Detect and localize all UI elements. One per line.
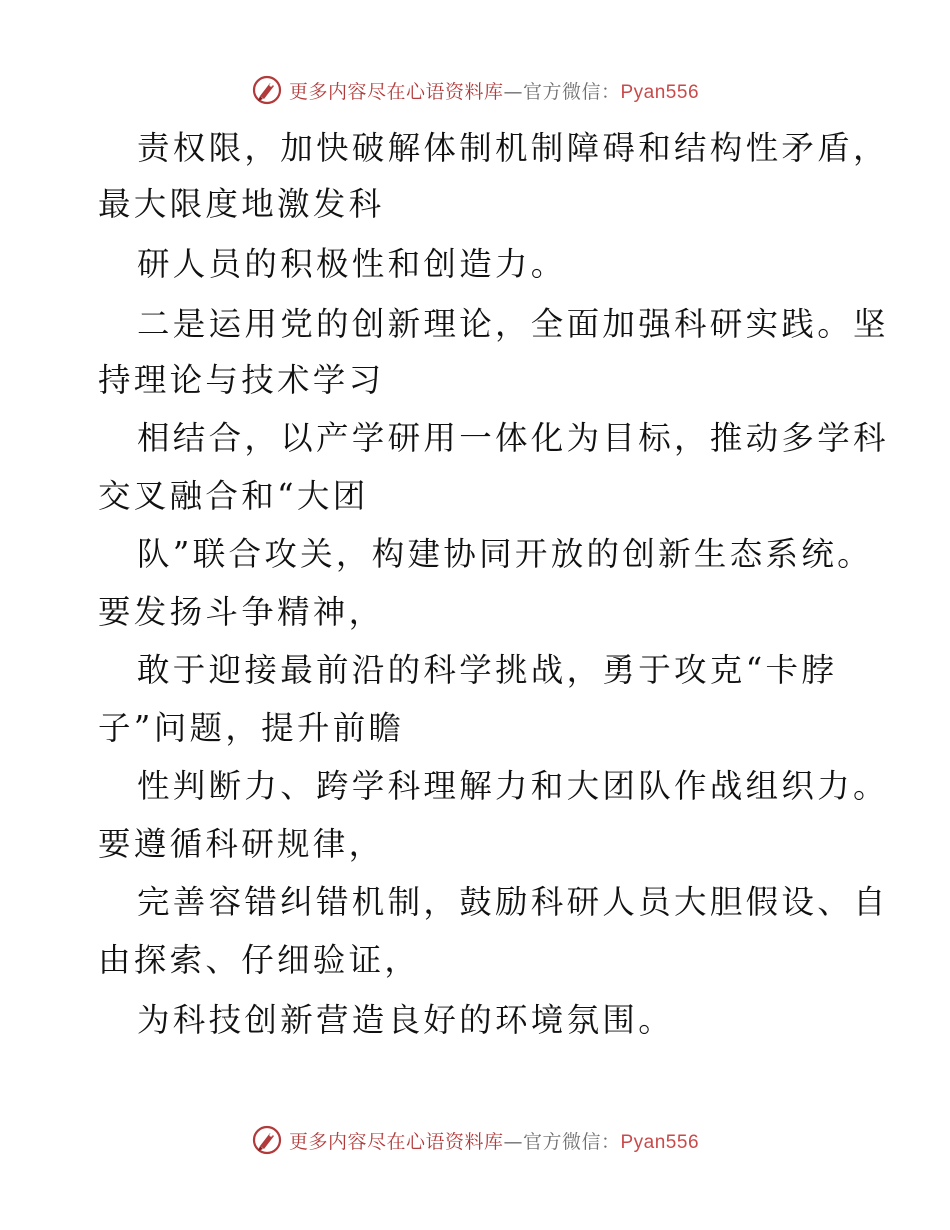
text-line: 敢于迎接最前沿的科学挑战，勇于攻克“卡脖	[137, 651, 838, 689]
footer-watermark	[0, 1120, 950, 1160]
watermark-content	[251, 74, 699, 106]
text-line: 性判断力、跨学科理解力和大团队作战组织力。	[137, 767, 889, 805]
text-line: 为科技创新营造良好的环境氛围。	[137, 1001, 675, 1039]
watermark-wechat-label: 官方微信：	[522, 1130, 621, 1153]
watermark-wechat-id: Pyan556	[620, 1131, 700, 1153]
header-watermark	[0, 70, 950, 110]
text-line: 二是运用党的创新理论，全面加强科研实践。坚	[137, 305, 889, 343]
text-line: 研人员的积极性和创造力。	[137, 245, 567, 283]
watermark-separator: —	[503, 1130, 523, 1153]
watermark-content	[251, 1124, 699, 1156]
pen-nib-logo-icon	[251, 74, 283, 106]
watermark-wechat-id: Pyan556	[620, 81, 700, 103]
text-line: 要遵循科研规律，	[98, 825, 385, 863]
text-line: 队”联合攻关，构建协同开放的创新生态系统。	[137, 535, 873, 573]
watermark-site-text: 更多内容尽在心语资料库	[288, 80, 504, 103]
pen-nib-logo-icon	[251, 1124, 283, 1156]
text-line: 子”问题，提升前瞻	[98, 709, 405, 747]
text-line: 完善容错纠错机制，鼓励科研人员大胆假设、自	[137, 883, 889, 921]
text-line: 最大限度地激发科	[98, 185, 385, 223]
text-line: 持理论与技术学习	[98, 361, 385, 399]
watermark-wechat-label: 官方微信：	[522, 80, 621, 103]
text-line: 责权限，加快破解体制机制障碍和结构性矛盾，	[137, 129, 889, 167]
text-line: 要发扬斗争精神，	[98, 593, 385, 631]
watermark-separator: —	[503, 80, 523, 103]
text-line: 由探索、仔细验证，	[98, 941, 421, 979]
text-line: 交叉融合和“大团	[98, 477, 369, 515]
text-line: 相结合，以产学研用一体化为目标，推动多学科	[137, 419, 889, 457]
watermark-site-text: 更多内容尽在心语资料库	[288, 1130, 504, 1153]
